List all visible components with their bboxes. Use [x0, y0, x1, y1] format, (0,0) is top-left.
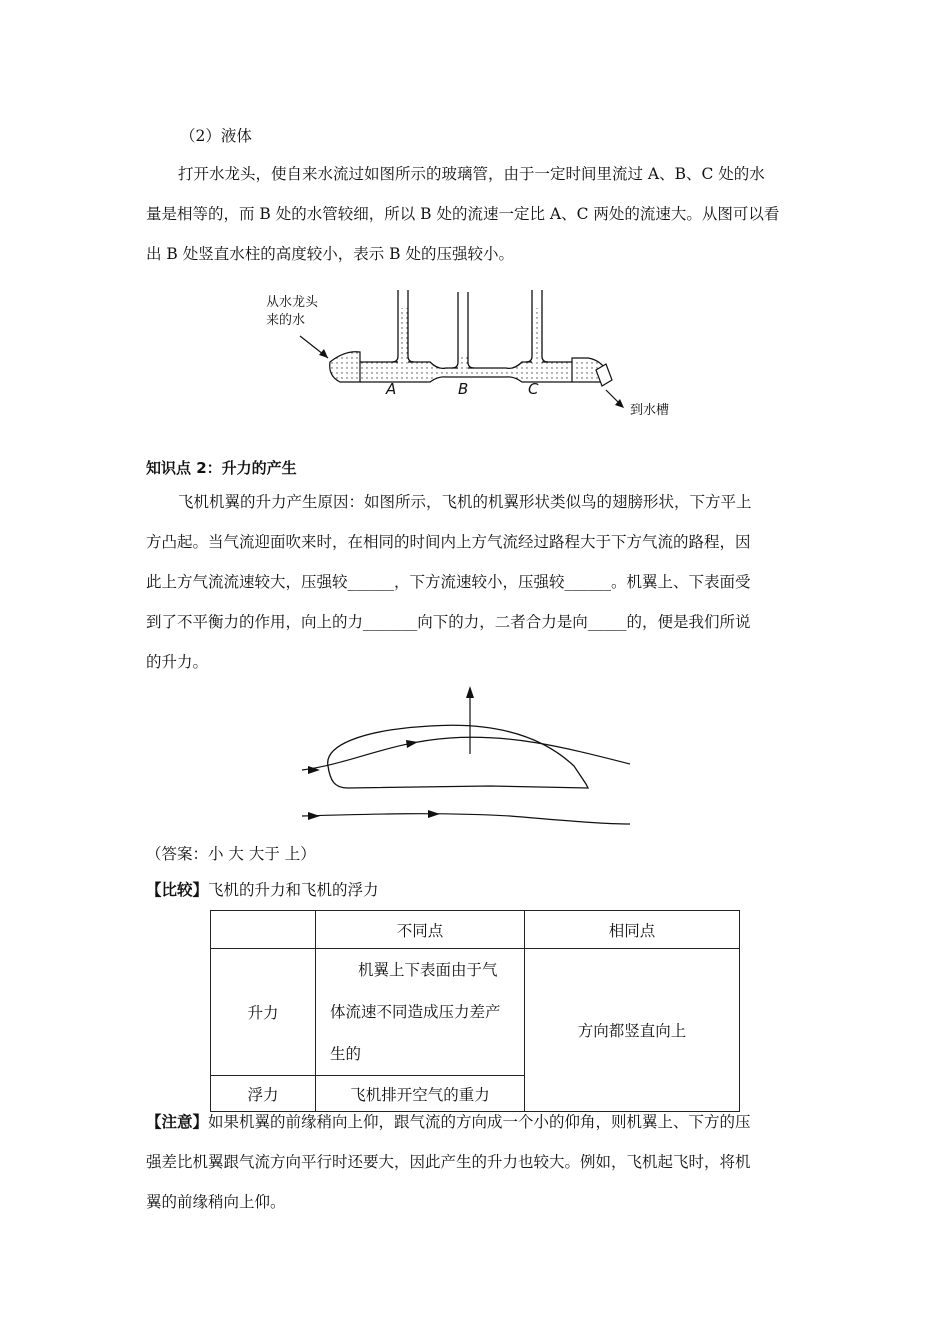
table-header-row — [211, 911, 740, 949]
airfoil-figure — [290, 684, 640, 830]
lower-arrow-mid — [428, 810, 440, 818]
point-label-c: C — [528, 380, 539, 398]
point-label-a: A — [386, 380, 397, 398]
upper-arrow-mid — [406, 740, 418, 748]
lower-arrow-left — [308, 812, 320, 820]
inlet-arrowhead — [319, 349, 328, 358]
diff-line: 生的 — [330, 1045, 362, 1063]
paragraph-line: 到了不平衡力的作用，向上的力_______向下的力，二者合力是向_____的，便是我们所说 — [146, 613, 751, 631]
section-heading-lift: 知识点 2：升力的产生 — [146, 459, 297, 477]
paragraph-lift — [146, 482, 810, 682]
row-diff-buoyancy: 飞机排开空气的重力 — [316, 1076, 525, 1112]
table-header-empty — [211, 911, 316, 949]
paragraph-line: 此上方气流流速较大，压强较______，下方流速较小，压强较______。机翼上、下表面受 — [146, 573, 751, 591]
note-line: 强差比机翼跟气流方向平行时还要大，因此产生的升力也较大。例如，飞机起飞时，将机 — [146, 1153, 751, 1171]
column-c-water — [532, 308, 542, 362]
diff-line: 机翼上下表面由于气 — [358, 961, 498, 979]
column-a-water — [398, 308, 408, 362]
diff-line: 体流速不同造成压力差产 — [330, 1003, 501, 1021]
outlet-label: 到水槽 — [630, 403, 670, 418]
row-name-buoyancy: 浮力 — [211, 1076, 316, 1112]
table-header-diff: 不同点 — [316, 911, 525, 949]
inlet-elbow — [330, 352, 360, 382]
note-tag: 【注意】 — [146, 1113, 209, 1131]
comparison-table — [210, 910, 740, 1112]
compare-tag: 【比较】 — [146, 881, 209, 899]
lift-arrowhead — [466, 686, 474, 698]
note-paragraph — [146, 1102, 810, 1222]
row-diff-lift — [316, 949, 525, 1076]
table-header-same: 相同点 — [525, 911, 740, 949]
paragraph-liquid — [146, 154, 810, 274]
wing-airfoil — [328, 725, 588, 788]
note-line: 翼的前缘稍向上仰。 — [146, 1193, 286, 1211]
paragraph-line: 的升力。 — [146, 653, 209, 671]
paragraph-line: 方凸起。当气流迎面吹来时，在相同的时间内上方气流经过路程大于下方气流的路程，因 — [146, 533, 751, 551]
answer-line: （答案：小 大 大于 上） — [146, 845, 316, 863]
compare-heading — [146, 878, 379, 900]
upper-streamline — [302, 737, 630, 770]
inlet-label-line1: 从水龙头 — [266, 295, 319, 310]
same-cell: 方向都竖直向上 — [525, 949, 740, 1112]
note-line — [146, 1102, 810, 1142]
column-b-water — [458, 354, 468, 368]
paragraph-line: 打开水龙头，使自来水流过如图所示的玻璃管，由于一定时间里流过 A、B、C 处的水 — [178, 165, 765, 183]
paragraph-line: 量是相等的，而 B 处的水管较细，所以 B 处的流速一定比 A、C 两处的流速大。从图可以看 — [146, 205, 780, 223]
note-text: 如果机翼的前缘稍向上仰，跟气流的方向成一个小的仰角，则机翼上、下方的压 — [208, 1113, 751, 1131]
inlet-label-line2: 来的水 — [266, 313, 306, 328]
section-heading-liquid: （2）液体 — [180, 127, 252, 145]
lower-streamline — [302, 814, 630, 824]
paragraph-line: 飞机机翼的升力产生原因：如图所示，飞机的机翼形状类似鸟的翅膀形状，下方平上 — [178, 493, 752, 511]
point-label-b: B — [458, 380, 469, 398]
table-row — [211, 949, 740, 1076]
row-name-lift: 升力 — [211, 949, 316, 1076]
compare-title: 飞机的升力和飞机的浮力 — [208, 881, 379, 899]
paragraph-line: 出 B 处竖直水柱的高度较小，表示 B 处的压强较小。 — [146, 245, 514, 263]
venturi-pipe-figure — [260, 286, 690, 426]
